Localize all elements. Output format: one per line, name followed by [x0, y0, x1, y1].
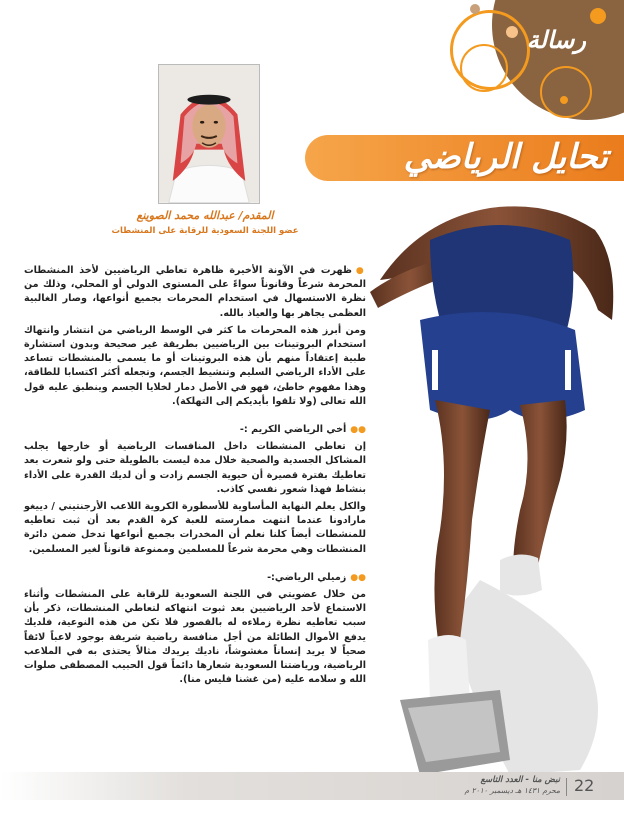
paragraph: [24, 264, 366, 321]
title-banner: [305, 135, 624, 181]
double-bullet-icon: ●●: [350, 425, 366, 436]
bullet-icon: ●: [355, 266, 367, 276]
decorative-dot: [590, 8, 606, 24]
page-number: 22: [574, 776, 595, 795]
article-title: تحايل الرياضي: [403, 137, 608, 177]
decorative-dot: [506, 26, 518, 38]
section-heading: [24, 423, 366, 437]
portrait-illustration: [159, 65, 259, 203]
section-heading: [24, 571, 366, 585]
decorative-dot: [470, 4, 480, 14]
article-body: [24, 264, 366, 690]
author-credit: [110, 209, 300, 236]
decorative-dot: [560, 96, 568, 104]
paragraph: إن تعاطي المنشطات داخل المنافسات الرياضية أو خارجها يجلب المشاكل الجسدية والصحية خلال مدة ليست بالطويلة حتى ولو شعرت بعد تعاطيك بفترة قصيرة أن حيوية الجسم زادت و أن لديك القدرة على الأداء بنشاط فهذا شعور نفسي كاذب.: [24, 441, 366, 495]
double-bullet-icon: ●●: [350, 572, 366, 583]
paragraph: والكل يعلم النهاية المأساوية للأسطورة الكروية اللاعب الأرجنتيني / دييغو مارادونا عندما انتهت ممارسته للعبة كرة القدم بعد أن ثبت تعاطيه للمنشطات أيضاً كلنا نعلم أن المخدرات بجميع أنواعها تدخل ضمن دائرة المنشطات وهي محرمة شرعاً للمسلمين وممنوعة قانوناً لغير المسلمين.: [24, 501, 366, 555]
paragraph: ومن أبرز هذه المحرمات ما كثر في الوسط الرياضي من انتشار وانتهاك استخدام البروتينات بين الرياضيين بطريقة غير صحيحة وبدون استشارة طبية إعتقاداً منهم بأن هذه البروتينات أو ما يسمى بالمنشطات تساعد على الأداء الرياضي السليم وتنشيط الجسم، وتجعله أكثر اكتسابا للطاقة، وهذا مفهوم خاطئ، فهو في الأصل دمار لخلايا الجسم وينطبق عليه قول الله تعالى (ولا تلقوا بأيديكم إلى التهلكة).: [24, 324, 366, 407]
decorative-ring: [540, 66, 592, 118]
issue-date: محرم ١٤٣١ هـ ديسمبر ٢٠١٠ م: [464, 786, 560, 795]
runner-illustration: [360, 200, 624, 780]
heading-text: زميلي الرياضي:-: [267, 571, 347, 583]
author-portrait: [158, 64, 260, 204]
heading-text: أخي الرياضي الكريم :-: [239, 424, 347, 436]
paragraph-text: ظهرت في الآونة الأخيرة ظاهرة تعاطي الرياضيين لأخذ المنشطات المحرمة شرعاً وقانوناً سواءً على المستوى الدولي أو المحلي، وذلك من نظرة الاستسهال في استخدام المحرمات بجميع أنواعها، وصار الغالبية العظمى يجاهر بها والعياذ بالله.: [24, 265, 366, 319]
footer-divider: [566, 778, 567, 796]
issue-label: نبض منا - العدد التاسع: [480, 775, 560, 785]
paragraph: من خلال عضويتي في اللجنة السعودية للرقابة على المنشطات وأثناء الاستماع لأحد الرياضيين بعد ثبوت انتهاكه لتعاطي المنشطات، ذكر بأن سبب تعاطيه نظرة زملاءه له بالقصور فلا تكن من هذه النوعية، فلديك يدفع الأموال الطائلة من أجل منافسة رياضية شريفة بوجود لاعباً لائقاً صحياً لا يريد إنساناً مغشوشاً، ناديك يريدك مثالاً يحتذى به في الملاعب الرياضية، ورياضتنا السعودية شعارها دائماً قول الحبيب المصطفى صلوات الله و سلامه عليه (من غشنا فليس منا).: [24, 589, 366, 686]
author-role: عضو اللجنة السعودية للرقابة على المنشطات: [111, 226, 299, 236]
decorative-ring: [460, 44, 508, 92]
runner-photo: [360, 200, 624, 780]
section-label: رسالة: [526, 26, 586, 54]
author-name: المقدم/ عبدالله محمد الصوينع: [136, 209, 274, 222]
